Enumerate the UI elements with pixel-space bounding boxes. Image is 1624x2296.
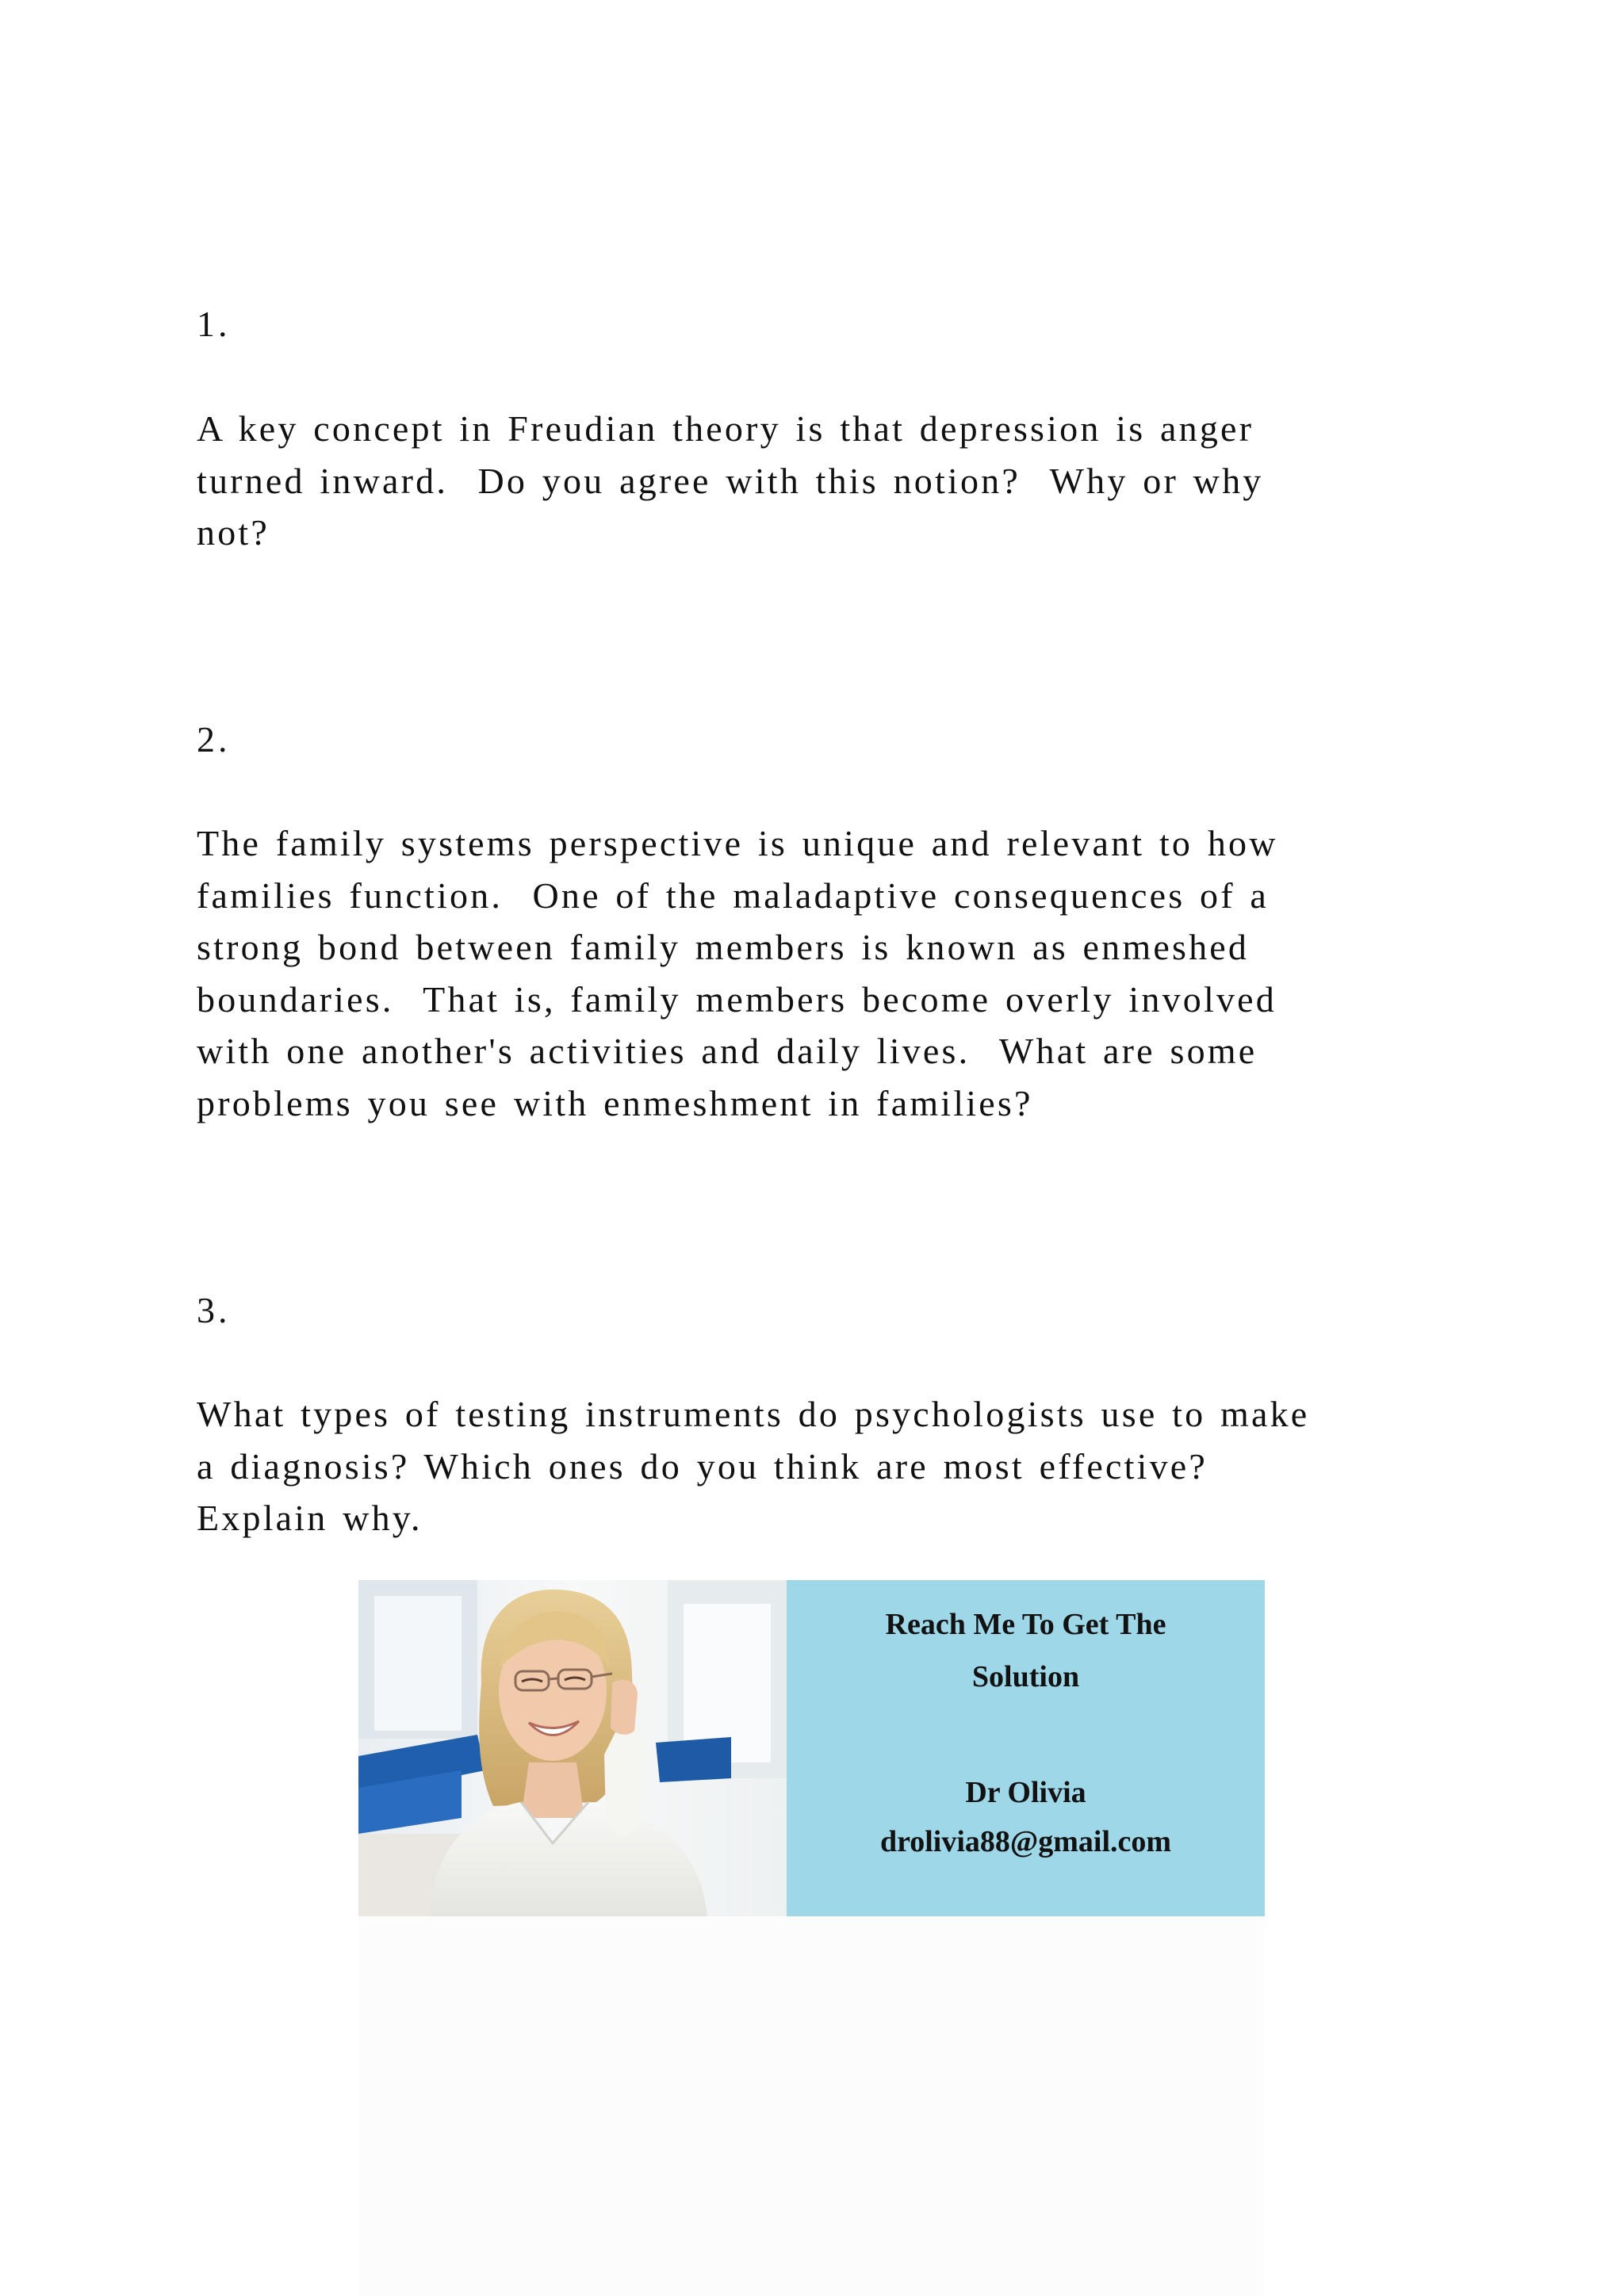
question-2-line: boundaries. That is, family members become overly involved bbox=[197, 978, 1277, 1020]
contact-panel bbox=[787, 1580, 1265, 1916]
promo-banner bbox=[358, 1580, 1265, 1916]
question-3-text bbox=[197, 1388, 1497, 1544]
question-2-text bbox=[197, 817, 1497, 1129]
question-2-line: families function. One of the maladaptive consequences of a bbox=[197, 874, 1270, 916]
question-1-line: turned inward. Do you agree with this notion? Why or why bbox=[197, 460, 1264, 501]
contact-name: Dr Olivia bbox=[965, 1776, 1086, 1809]
question-2-line: with one another's activities and daily lives. What are some bbox=[197, 1031, 1258, 1071]
question-3-line: a diagnosis? Which ones do you think are most effective? bbox=[197, 1445, 1208, 1487]
question-1-line: not? bbox=[197, 512, 270, 553]
question-2-line: strong bond between family members is known as enmeshed bbox=[197, 927, 1250, 967]
question-2-line: problems you see with enmeshment in families? bbox=[197, 1082, 1033, 1123]
contact-email: drolivia88@gmail.com bbox=[879, 1825, 1172, 1858]
question-2-number: 2. bbox=[197, 719, 231, 760]
question-1-text bbox=[197, 403, 1497, 559]
question-3-number: 3. bbox=[197, 1290, 231, 1330]
woman-photo bbox=[358, 1580, 787, 1916]
question-3-line: What types of testing instruments do psychologists use to make bbox=[197, 1394, 1310, 1434]
question-3-line: Explain why. bbox=[197, 1498, 423, 1538]
promo-heading-line-1: Reach Me To Get The bbox=[885, 1608, 1166, 1641]
question-1-number: 1. bbox=[197, 304, 231, 344]
promo-heading-line-2: Solution bbox=[971, 1660, 1080, 1693]
question-1-line: A key concept in Freudian theory is that depression is anger bbox=[197, 408, 1254, 449]
question-2-line: The family systems perspective is unique and relevant to how bbox=[197, 823, 1278, 863]
blank-image-area bbox=[358, 1916, 1265, 2296]
